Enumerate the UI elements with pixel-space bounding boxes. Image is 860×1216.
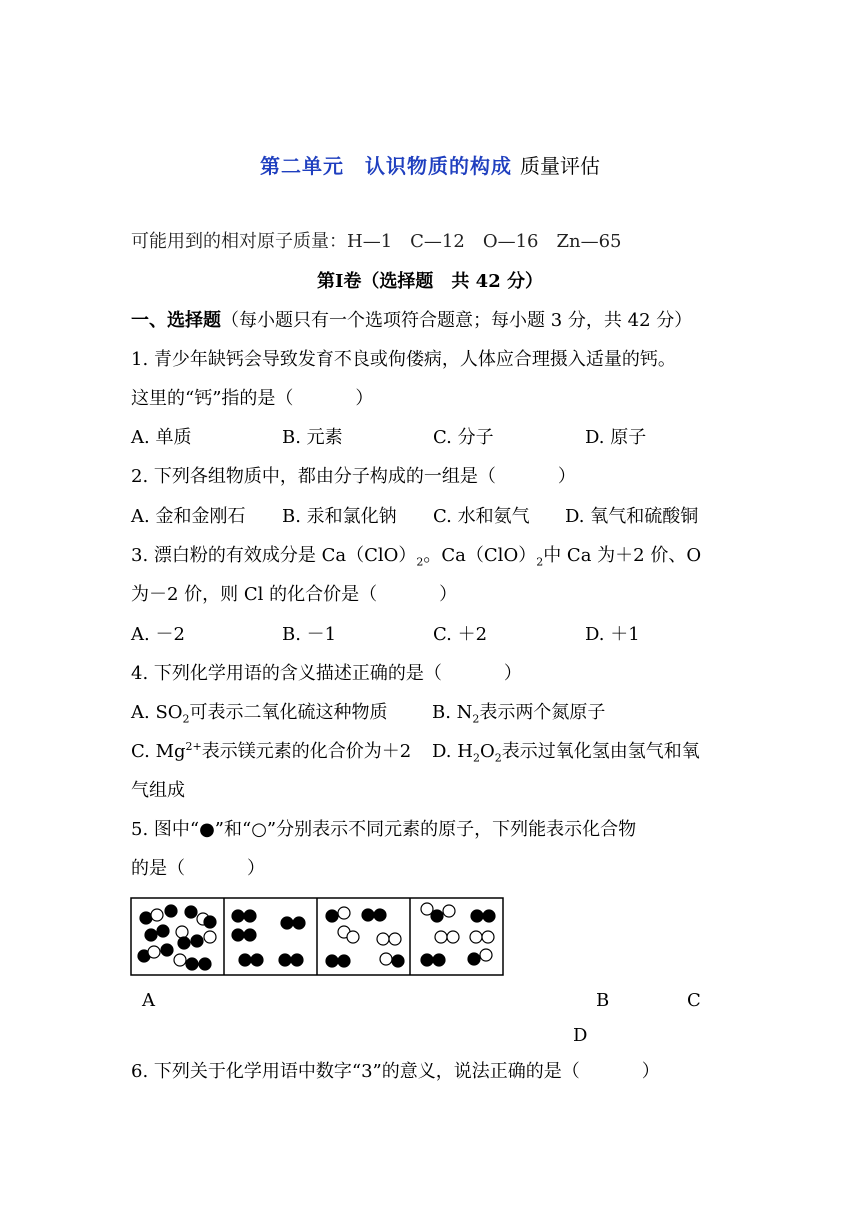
black-atom bbox=[471, 910, 483, 922]
white-atom bbox=[151, 909, 163, 921]
black-atom bbox=[374, 909, 386, 921]
black-atom bbox=[326, 955, 338, 967]
white-atom bbox=[204, 931, 216, 943]
q4c-sup: 2+ bbox=[185, 740, 202, 753]
white-atom bbox=[380, 953, 392, 965]
q2-option-d: D. 氧气和硫酸铜 bbox=[565, 506, 699, 527]
black-atom bbox=[483, 910, 495, 922]
white-atom bbox=[389, 933, 401, 945]
q2-stem-text: 2. 下列各组物质中，都由分子构成的一组是（ bbox=[131, 466, 496, 487]
title-suffix: 质量评估 bbox=[520, 154, 600, 178]
q3-option-c: C. ＋2 bbox=[433, 624, 488, 645]
figure-label-d: D bbox=[573, 1025, 588, 1046]
q4c-post: 表示镁元素的化合价为＋2 bbox=[201, 741, 412, 762]
black-atom bbox=[431, 910, 443, 922]
q3-stem-text: 为－2 价，则 Cl 的化合价是（ bbox=[131, 584, 378, 605]
black-atom bbox=[157, 925, 169, 937]
q4-option-a bbox=[131, 701, 388, 725]
black-atom bbox=[468, 953, 480, 965]
black-atom bbox=[140, 912, 152, 924]
black-atom bbox=[392, 955, 404, 967]
white-atom bbox=[443, 905, 455, 917]
white-atom bbox=[470, 931, 482, 943]
q3-option-d: D. ＋1 bbox=[585, 624, 640, 645]
q4a-post: 可表示二氧化硫这种物质 bbox=[189, 702, 388, 723]
q3-option-a: A. －2 bbox=[131, 624, 185, 645]
black-atom bbox=[293, 917, 305, 929]
black-atom bbox=[232, 910, 244, 922]
molecule-figure bbox=[130, 897, 504, 976]
black-atom bbox=[433, 954, 445, 966]
black-atom bbox=[185, 906, 197, 918]
q4b-pre: B. N bbox=[432, 702, 473, 723]
white-atom bbox=[435, 931, 447, 943]
q3-sub-2: 2 bbox=[536, 555, 544, 569]
volume-title: 第Ⅰ卷（选择题 共 42 分） bbox=[316, 271, 543, 292]
q2-option-b: B. 汞和氯化钠 bbox=[282, 506, 397, 527]
black-atom bbox=[199, 958, 211, 970]
black-atom bbox=[362, 909, 374, 921]
unit-title: 第二单元 认识物质的构成 bbox=[260, 154, 512, 178]
q4c-pre: C. Mg bbox=[131, 741, 186, 762]
white-atom bbox=[148, 946, 160, 958]
white-atom bbox=[480, 949, 492, 961]
figure-label-a: A bbox=[142, 990, 155, 1011]
q4-stem bbox=[131, 662, 522, 686]
white-atom bbox=[447, 931, 459, 943]
q3-close-paren: ） bbox=[439, 584, 458, 605]
q6-stem bbox=[131, 1060, 660, 1084]
black-atom bbox=[204, 916, 216, 928]
q1-stem-line2 bbox=[131, 387, 373, 411]
black-atom bbox=[186, 958, 198, 970]
q6-stem-text: 6. 下列关于化学用语中数字“3”的意义，说法正确的是（ bbox=[131, 1061, 580, 1082]
white-atom bbox=[377, 933, 389, 945]
q4d-mid: O bbox=[479, 741, 495, 762]
black-atom bbox=[232, 929, 244, 941]
q3-text-c: 中 Ca 为＋2 价、O bbox=[543, 545, 702, 566]
black-atom bbox=[161, 944, 173, 956]
q1-stem-text: 这里的“钙”指的是（ bbox=[131, 388, 294, 409]
q5-stem-line1: 5. 图中“●”和“○”分别表示不同元素的原子，下列能表示化合物 bbox=[131, 819, 637, 840]
q2-option-c: C. 水和氨气 bbox=[433, 506, 530, 527]
q2-option-a: A. 金和金刚石 bbox=[131, 506, 246, 527]
section-heading bbox=[131, 309, 692, 333]
q5-stem-line2 bbox=[131, 857, 265, 881]
black-atom bbox=[338, 955, 350, 967]
q4a-sub: 2 bbox=[182, 712, 190, 726]
black-atom bbox=[178, 937, 190, 949]
q2-close-paren: ） bbox=[557, 466, 576, 487]
black-atom bbox=[291, 954, 303, 966]
q4-option-c bbox=[131, 740, 411, 764]
q2-stem bbox=[131, 465, 576, 489]
q4b-post: 表示两个氮原子 bbox=[479, 702, 606, 723]
q5-close-paren: ） bbox=[247, 858, 265, 879]
black-atom bbox=[165, 905, 177, 917]
q3-stem-line1 bbox=[131, 544, 701, 568]
black-atom bbox=[279, 954, 291, 966]
q3-text-b: 。Ca（ClO） bbox=[423, 545, 537, 566]
q1-option-b: B. 元素 bbox=[282, 427, 343, 448]
q1-option-a: A. 单质 bbox=[131, 427, 192, 448]
black-atom bbox=[281, 917, 293, 929]
q1-option-d: D. 原子 bbox=[585, 427, 647, 448]
white-atom bbox=[482, 931, 494, 943]
black-atom bbox=[244, 929, 256, 941]
black-atom bbox=[244, 910, 256, 922]
q4d-sub2: 2 bbox=[494, 751, 502, 765]
q3-option-b: B. －1 bbox=[282, 624, 337, 645]
black-atom bbox=[251, 954, 263, 966]
molecule-diagram bbox=[130, 897, 504, 976]
white-atom bbox=[338, 907, 350, 919]
white-atom bbox=[347, 931, 359, 943]
figure-label-b: B bbox=[596, 990, 610, 1011]
black-atom bbox=[191, 935, 203, 947]
white-atom bbox=[176, 926, 188, 938]
q4a-pre: A. SO bbox=[131, 702, 183, 723]
q3-stem-line2 bbox=[131, 583, 457, 607]
q1-option-c: C. 分子 bbox=[433, 427, 494, 448]
section-note: （每小题只有一个选项符合题意；每小题 3 分，共 42 分） bbox=[221, 310, 693, 331]
black-atom bbox=[326, 910, 338, 922]
q4d-sub1: 2 bbox=[472, 751, 480, 765]
q4-option-b bbox=[432, 701, 605, 725]
figure-label-c: C bbox=[687, 990, 701, 1011]
page-title bbox=[0, 150, 860, 179]
q4d-post: 表示过氧化氢由氢气和氧 bbox=[501, 741, 700, 762]
section-title: 一、选择题 bbox=[131, 310, 221, 331]
q6-close-paren: ） bbox=[641, 1061, 660, 1082]
q4d-pre: D. H bbox=[432, 741, 473, 762]
q5-stem-text: 的是（ bbox=[131, 858, 185, 879]
q3-text-a: 3. 漂白粉的有效成分是 Ca（ClO） bbox=[131, 545, 417, 566]
black-atom bbox=[239, 954, 251, 966]
q4-stem-text: 4. 下列化学用语的含义描述正确的是（ bbox=[131, 663, 442, 684]
white-atom bbox=[174, 954, 186, 966]
q1-stem-line1: 1. 青少年缺钙会导致发育不良或佝偻病，人体应合理摄入适量的钙。 bbox=[131, 349, 676, 370]
q4-close-paren: ） bbox=[503, 663, 522, 684]
q4-option-d-continued: 气组成 bbox=[131, 780, 185, 801]
black-atom bbox=[145, 929, 157, 941]
q4b-sub: 2 bbox=[472, 712, 480, 726]
q1-close-paren: ） bbox=[355, 388, 374, 409]
black-atom bbox=[421, 954, 433, 966]
q4-option-d bbox=[432, 740, 700, 764]
q3-sub-1: 2 bbox=[416, 555, 424, 569]
atomic-mass-line: 可能用到的相对原子质量：H—1 C—12 O—16 Zn—65 bbox=[131, 231, 622, 252]
